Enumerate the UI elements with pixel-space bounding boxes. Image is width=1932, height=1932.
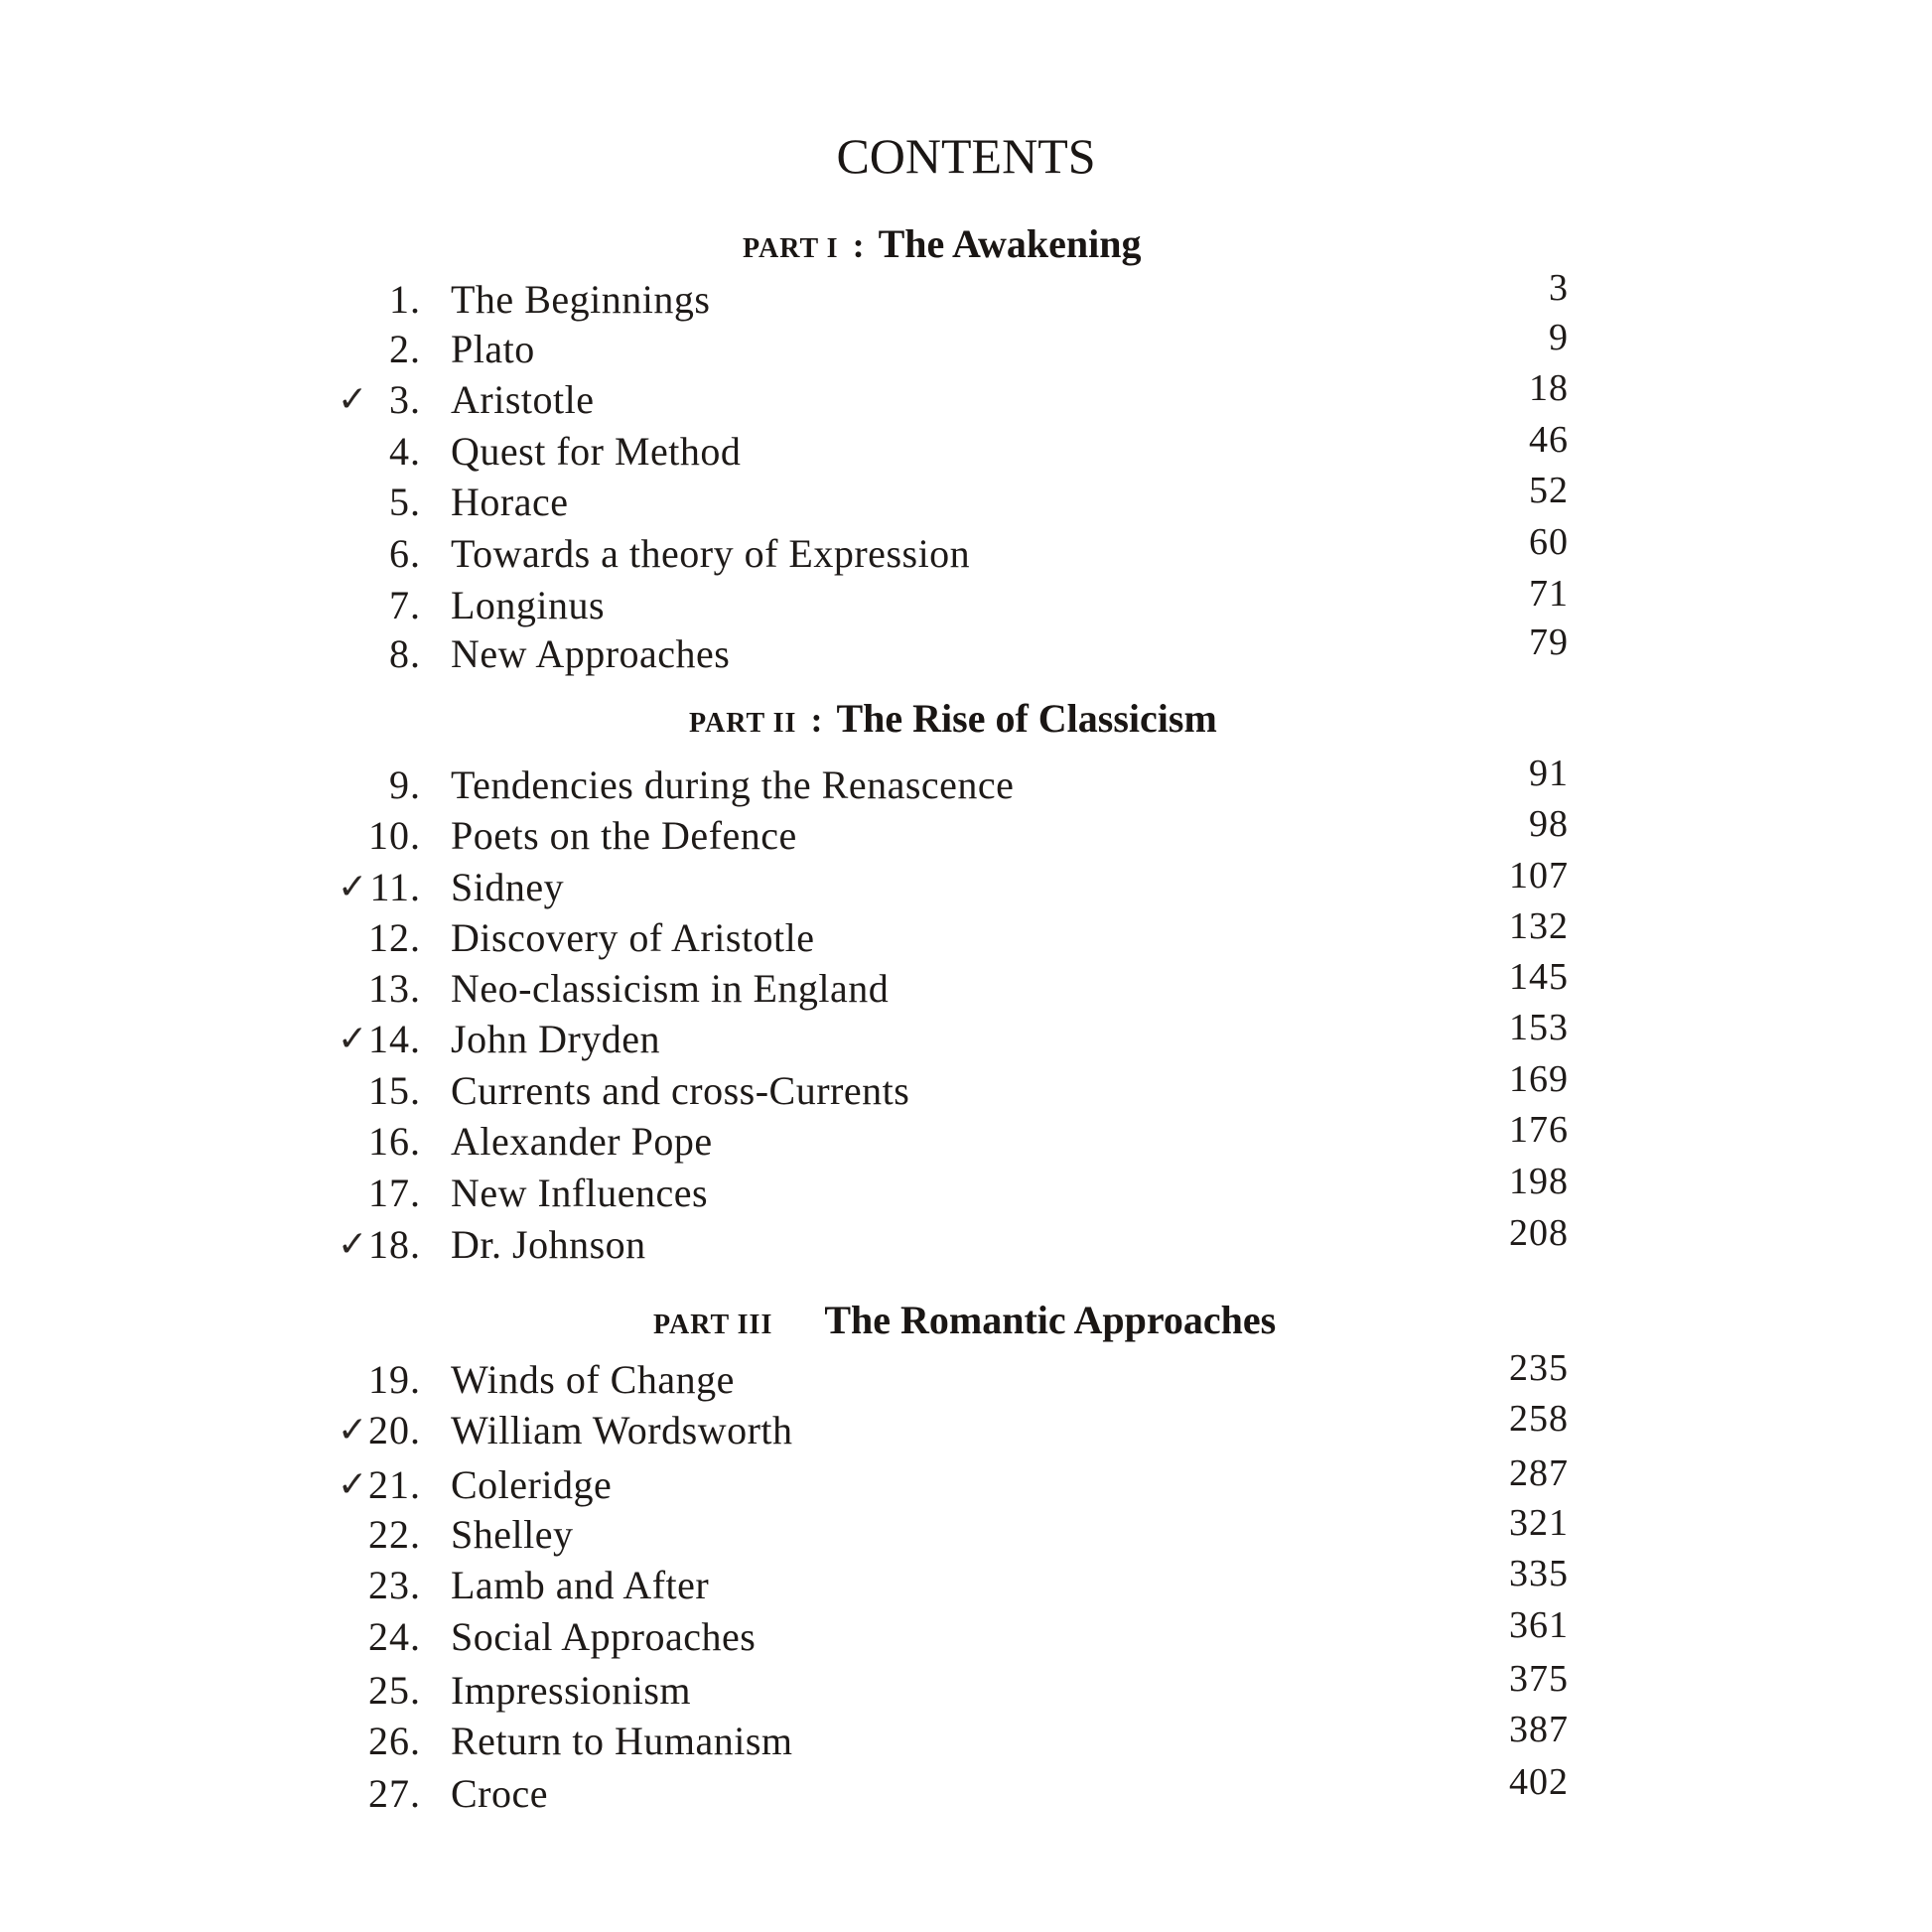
page-number: 321 (1509, 1502, 1569, 1544)
page-number: 145 (1509, 956, 1569, 998)
page-number: 107 (1509, 855, 1569, 897)
chapter-number: 23. (368, 1563, 421, 1607)
chapter-number: 1. (389, 277, 421, 322)
page-number: 235 (1509, 1347, 1569, 1389)
chapter-title: Currents and cross-Currents (451, 1068, 910, 1113)
part-label: PART I (743, 233, 839, 264)
chapter-number: 7. (389, 583, 421, 627)
chapter-title: Horace (451, 480, 569, 524)
toc-entry (338, 470, 1569, 528)
page-number: 98 (1529, 803, 1569, 845)
check-mark-icon: ✓ (338, 379, 368, 420)
page-number: 287 (1509, 1452, 1569, 1494)
chapter-number: 15. (368, 1068, 421, 1113)
chapter-number: 22. (368, 1512, 421, 1557)
page-number: 335 (1509, 1553, 1569, 1594)
chapter-title: New Influences (451, 1171, 709, 1215)
toc-entry (338, 317, 1569, 375)
chapter-title: Quest for Method (451, 429, 742, 474)
page-number: 71 (1529, 573, 1569, 615)
chapter-title: Neo-classicism in England (451, 966, 890, 1011)
chapter-number: 5. (389, 480, 421, 524)
page-number: 387 (1509, 1709, 1569, 1750)
chapter-title: Plato (451, 327, 535, 371)
chapter-title: William Wordsworth (451, 1408, 793, 1452)
chapter-title: Coleridge (451, 1462, 613, 1507)
page-number: 18 (1529, 367, 1569, 409)
toc-entry (338, 1398, 1569, 1456)
chapter-title: Discovery of Aristotle (451, 915, 815, 960)
part-name: The Awakening (878, 221, 1142, 266)
chapter-title: Poets on the Defence (451, 813, 797, 858)
page-number: 52 (1529, 470, 1569, 511)
toc-entry (338, 1007, 1569, 1065)
toc-entry (338, 1709, 1569, 1767)
chapter-title: Shelley (451, 1512, 574, 1557)
page-number: 375 (1509, 1658, 1569, 1700)
chapter-number: 27. (368, 1771, 421, 1816)
toc-entry (338, 1452, 1569, 1511)
chapter-title: Towards a theory of Expression (451, 531, 971, 576)
chapter-number: 18. (368, 1222, 421, 1267)
chapter-title: Longinus (451, 583, 606, 627)
page-number: 153 (1509, 1007, 1569, 1048)
chapter-title: Impressionism (451, 1668, 692, 1713)
part-label: PART II (689, 708, 797, 739)
chapter-title: Lamb and After (451, 1563, 710, 1607)
toc-entry (338, 1212, 1569, 1271)
page-number: 361 (1509, 1604, 1569, 1646)
chapter-number: 11. (369, 865, 421, 909)
chapter-title: Winds of Change (451, 1357, 735, 1402)
chapter-number: 16. (368, 1119, 421, 1164)
part-name: The Romantic Approaches (824, 1298, 1277, 1342)
page-number: 198 (1509, 1161, 1569, 1202)
toc-entry (338, 753, 1569, 811)
chapter-number: 26. (368, 1719, 421, 1763)
toc-entry (338, 1109, 1569, 1168)
chapter-number: 24. (368, 1614, 421, 1659)
chapter-number: 6. (389, 531, 421, 576)
page-title: CONTENTS (836, 128, 1096, 184)
chapter-number: 17. (368, 1171, 421, 1215)
chapter-title: Dr. Johnson (451, 1222, 646, 1267)
chapter-title: Social Approaches (451, 1614, 757, 1659)
chapter-title: New Approaches (451, 631, 731, 676)
toc-entry (338, 267, 1569, 326)
page-number: 9 (1549, 317, 1569, 358)
check-mark-icon: ✓ (338, 1224, 368, 1265)
toc-entry (338, 1161, 1569, 1219)
page-number: 258 (1509, 1398, 1569, 1440)
chapter-title: Tendencies during the Renascence (451, 762, 1015, 807)
page-number: 176 (1509, 1109, 1569, 1151)
check-mark-icon: ✓ (338, 1410, 368, 1450)
toc-entry (338, 367, 1569, 426)
toc-entry (338, 1604, 1569, 1663)
chapter-number: 10. (368, 813, 421, 858)
check-mark-icon: ✓ (338, 1464, 368, 1505)
chapter-number: 9. (389, 762, 421, 807)
page-number: 60 (1529, 521, 1569, 563)
chapter-number: 14. (368, 1017, 421, 1061)
toc-entry (338, 956, 1569, 1015)
toc-entry (338, 521, 1569, 580)
chapter-number: 25. (368, 1668, 421, 1713)
toc-entry (338, 803, 1569, 862)
page-number: 132 (1509, 905, 1569, 947)
page-number: 91 (1529, 753, 1569, 794)
toc-entry (338, 905, 1569, 964)
chapter-title: John Dryden (451, 1017, 661, 1061)
toc-entry (338, 1058, 1569, 1117)
toc-entry (338, 1553, 1569, 1611)
page-number: 79 (1529, 621, 1569, 663)
chapter-number: 3. (389, 377, 421, 422)
toc-entry (338, 855, 1569, 913)
page-number: 169 (1509, 1058, 1569, 1100)
page-number: 208 (1509, 1212, 1569, 1254)
chapter-number: 21. (368, 1462, 421, 1507)
chapter-number: 13. (368, 966, 421, 1011)
toc-entry (338, 1658, 1569, 1717)
toc-entry (338, 573, 1569, 631)
toc-entry (338, 1761, 1569, 1820)
toc-entry (338, 621, 1569, 680)
chapter-title: Return to Humanism (451, 1719, 793, 1763)
page-number: 3 (1549, 267, 1569, 309)
chapter-number: 8. (389, 631, 421, 676)
check-mark-icon: ✓ (338, 867, 368, 907)
toc-entry (338, 1347, 1569, 1406)
chapter-number: 19. (368, 1357, 421, 1402)
chapter-title: The Beginnings (451, 277, 711, 322)
chapter-number: 12. (368, 915, 421, 960)
chapter-title: Sidney (451, 865, 565, 909)
page-number: 46 (1529, 419, 1569, 461)
chapter-number: 4. (389, 429, 421, 474)
part-separator: : (852, 225, 865, 265)
part-separator: : (810, 700, 823, 740)
chapter-number: 2. (389, 327, 421, 371)
part-name: The Rise of Classicism (836, 696, 1217, 741)
chapter-title: Alexander Pope (451, 1119, 713, 1164)
toc-entry (338, 419, 1569, 478)
check-mark-icon: ✓ (338, 1019, 368, 1059)
chapter-title: Aristotle (451, 377, 595, 422)
part-label: PART III (653, 1310, 773, 1340)
chapter-number: 20. (368, 1408, 421, 1452)
toc-entry (338, 1502, 1569, 1561)
page-number: 402 (1509, 1761, 1569, 1803)
chapter-title: Croce (451, 1771, 549, 1816)
